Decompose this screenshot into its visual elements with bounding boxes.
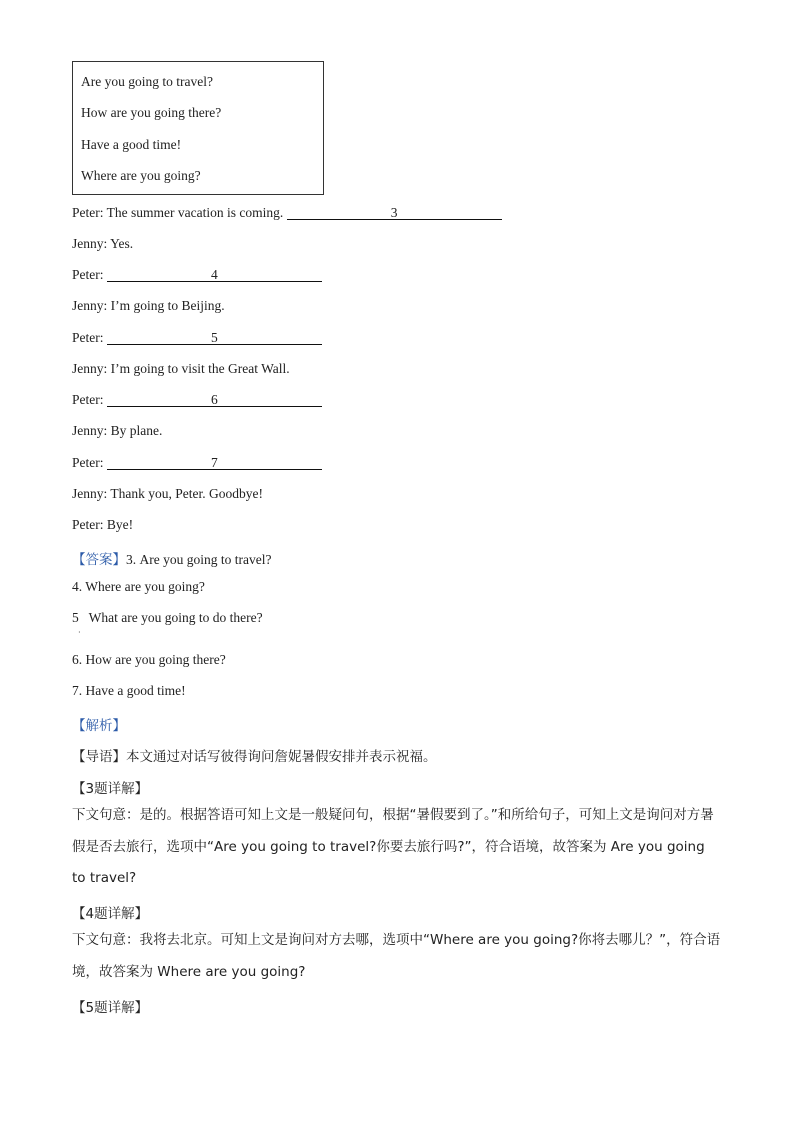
answer-item: 4. Where are you going? <box>72 579 205 594</box>
speaker: Peter: <box>72 267 104 282</box>
line-text: Bye! <box>106 517 134 532</box>
option-item: How are you going there? <box>81 105 222 120</box>
option-item: Where are you going? <box>81 168 201 183</box>
blank-number: 5 <box>211 330 218 345</box>
dialogue-line <box>72 486 263 502</box>
q4-label: 【4题详解】 <box>72 906 149 922</box>
speaker: Peter: <box>72 330 104 345</box>
options-box <box>72 61 324 195</box>
answer-blank <box>107 455 322 470</box>
speaker: Jenny: <box>72 298 108 313</box>
answer-label: 【答案】 <box>72 552 126 568</box>
line-text: The summer vacation is coming. <box>106 205 284 220</box>
dialogue-line <box>72 423 162 439</box>
dialogue-line <box>72 205 502 221</box>
answer-item: 7. Have a good time! <box>72 683 186 698</box>
answer-item: 3. Are you going to travel? <box>126 552 272 567</box>
line-text: By plane. <box>110 423 163 438</box>
option-item: Have a good time! <box>81 137 182 152</box>
q3-label: 【3题详解】 <box>72 781 149 797</box>
speaker: Peter: <box>72 392 104 407</box>
dialogue-line <box>72 267 322 283</box>
dialogue-line <box>72 361 290 377</box>
answer-blank <box>107 330 322 345</box>
dialogue-line <box>72 392 322 408</box>
speaker: Peter: <box>72 205 104 220</box>
answer-blank <box>107 267 322 282</box>
speaker: Jenny: <box>72 423 108 438</box>
speaker: Peter: <box>72 517 104 532</box>
line-text: I’m going to Beijing. <box>110 298 225 313</box>
dialogue-line <box>72 517 133 533</box>
line-text: Yes. <box>110 236 134 251</box>
dialogue-line <box>72 330 322 346</box>
dialogue-line <box>72 298 225 314</box>
dialogue-line <box>72 236 133 252</box>
dialogue-line <box>72 455 322 471</box>
q3-explanation: 下文句意：是的。根据答语可知上文是一般疑问句，根据“暑假要到了。”和所给句子，可知上文是询问对方暑假是否去旅行，选项中“Are you going to travel?你要去旅行吗?”，符合语境，故答案为 Are you going to travel? <box>72 807 714 886</box>
answer-item: 6. How are you going there? <box>72 652 226 667</box>
analysis-label: 【解析】 <box>72 718 126 734</box>
blank-number: 4 <box>211 267 218 282</box>
answer-item: 5 What are you going to do there? <box>72 610 263 625</box>
q4-explanation: 下文句意：我将去北京。可知上文是询问对方去哪，选项中“Where are you going?你将去哪儿？”，符合语境，故答案为 Where are you going? <box>72 932 721 980</box>
blank-number: 6 <box>211 392 218 407</box>
guide-text: 【导语】本文通过对话写彼得询问詹妮暑假安排并表示祝福。 <box>72 749 437 765</box>
line-text: Thank you, Peter. Goodbye! <box>110 486 263 501</box>
answer-line <box>72 548 271 568</box>
answer-blank <box>107 392 322 407</box>
answer-blank <box>287 205 502 220</box>
line-text: I’m going to visit the Great Wall. <box>110 361 290 376</box>
speaker: Peter: <box>72 455 104 470</box>
stray-mark: · <box>78 628 81 637</box>
blank-number: 3 <box>390 205 398 220</box>
speaker: Jenny: <box>72 486 108 501</box>
option-item: Are you going to travel? <box>81 74 213 89</box>
speaker: Jenny: <box>72 361 108 376</box>
blank-number: 7 <box>211 455 218 470</box>
q5-label: 【5题详解】 <box>72 1000 149 1016</box>
speaker: Jenny: <box>72 236 108 251</box>
